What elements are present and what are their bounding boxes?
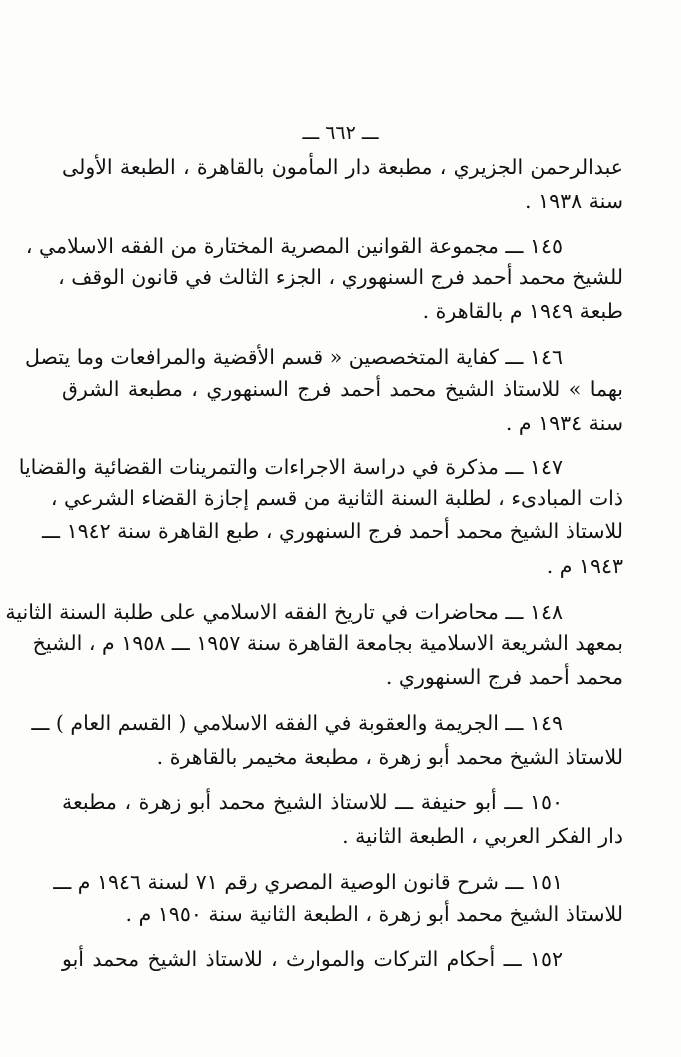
text-line: بمعهد الشريعة الاسلامية بجامعة القاهرة سنة ١٩٥٧ ـــ ١٩٥٨ م ، الشيخ: [32, 631, 623, 655]
text-line: للاستاذ الشيخ محمد أحمد فرج السنهوري ، طبع القاهرة سنة ١٩٤٢ ـــ: [42, 519, 623, 543]
entry-149-line: ١٤٩ ـــ الجريمة والعقوبة في الفقه الاسلامي ( القسم العام ) ـــ: [31, 711, 563, 735]
text-line: عبدالرحمن الجزيري ، مطبعة دار المأمون بالقاهرة ، الطبعة الأولى: [62, 155, 623, 179]
text-line: للاستاذ الشيخ محمد أبو زهرة ، مطبعة مخيمر بالقاهرة .: [156, 745, 623, 769]
text-line: سنة ١٩٣٨ .: [525, 189, 623, 213]
entry-152-line: ١٥٢ ـــ أحكام التركات والموارث ، للاستاذ الشيخ محمد أبو: [62, 947, 563, 971]
text-line: ١٩٤٣ م .: [546, 554, 623, 578]
page-number: ـــ ٦٦٢ ـــ: [302, 122, 379, 144]
text-line: محمد أحمد فرج السنهوري .: [385, 665, 623, 689]
entry-151-line: ١٥١ ـــ شرح قانون الوصية المصري رقم ٧١ لسنة ١٩٤٦ م ـــ: [53, 870, 563, 894]
text-line: دار الفكر العربي ، الطبعة الثانية .: [342, 824, 623, 848]
entry-150-line: ١٥٠ ـــ أبو حنيفة ـــ للاستاذ الشيخ محمد أبو زهرة ، مطبعة: [62, 790, 563, 814]
entry-145-line: ١٤٥ ـــ مجموعة القوانين المصرية المختارة من الفقه الاسلامي ،: [25, 234, 563, 258]
text-line: ذات المبادىء ، لطلبة السنة الثانية من قسم إجازة القضاء الشرعي ،: [50, 486, 623, 510]
text-line: بهما » للاستاذ الشيخ محمد أحمد فرج السنهوري ، مطبعة الشرق: [62, 377, 623, 401]
text-line: للشيخ محمد أحمد فرج السنهوري ، الجزء الثالث في قانون الوقف ،: [58, 265, 623, 289]
text-line: للاستاذ الشيخ محمد أبو زهرة ، الطبعة الثانية سنة ١٩٥٠ م .: [125, 902, 623, 926]
text-line: سنة ١٩٣٤ م .: [505, 411, 623, 435]
entry-147-line: ١٤٧ ـــ مذكرة في دراسة الاجراءات والتمرينات القضائية والقضايا: [18, 455, 563, 479]
text-line: طبعة ١٩٤٩ م بالقاهرة .: [422, 299, 623, 323]
entry-148-line: ١٤٨ ـــ محاضرات في تاريخ الفقه الاسلامي على طلبة السنة الثانية: [5, 600, 563, 624]
entry-146-line: ١٤٦ ـــ كفاية المتخصصين « قسم الأقضية والمرافعات وما يتصل: [24, 345, 563, 369]
